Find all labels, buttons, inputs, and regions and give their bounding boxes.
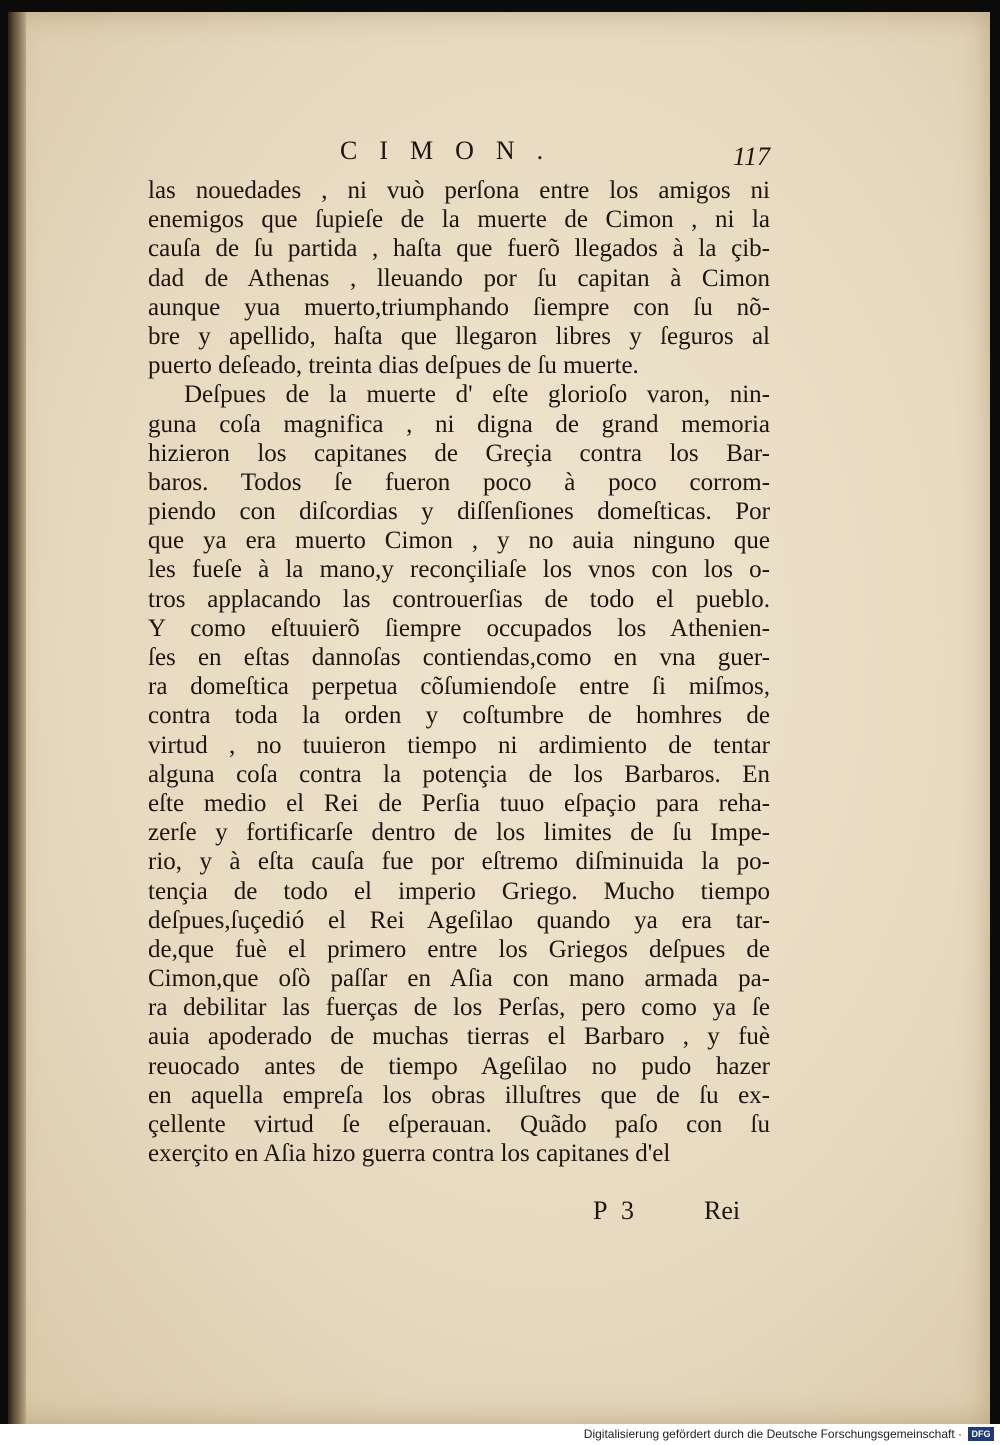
text-line: aunque yua muerto,triumphando ſiempre con ſu nõ- — [148, 293, 770, 321]
text-line: bre y apellido, haſta que llegaron libres y ſeguros al — [148, 322, 770, 350]
text-line: zerſe y fortificarſe dentro de los limites de ſu Impe- — [148, 819, 770, 847]
text-line: Cimon,que oſò paſſar en Aſia con mano armada pa- — [148, 965, 770, 993]
page-number: 117 — [732, 142, 770, 171]
funding-credit: Digitalisierung gefördert durch die Deutsche Forschungsgemeinschaft · — [583, 1427, 962, 1441]
text-line: Y como eſtuuierõ ſiempre occupados los Athenien- — [148, 614, 770, 642]
text-line: tençia de todo el imperio Griego. Mucho tiempo — [148, 877, 770, 905]
text-line: ra debilitar las fuerças de los Perſas, pero como ya ſe — [148, 994, 770, 1022]
page-header — [140, 136, 780, 172]
text-line: hizieron los capitanes de Greçia contra los Bar- — [148, 439, 770, 467]
text-line: enemigos que ſupieſe de la muerte de Cimon , ni la — [148, 206, 770, 234]
text-line: cauſa de ſu partida , haſta que fuerõ llegados à la çib- — [148, 235, 770, 263]
text-line: puerto deſeado, treinta dias deſpues de ſu muerte. — [148, 352, 639, 380]
text-line: virtud , no tuuieron tiempo ni ardimiento de tentar — [148, 731, 770, 759]
digitization-footer — [0, 1424, 1000, 1445]
text-line: dad de Athenas , lleuando por ſu capitan à Cimon — [148, 264, 770, 292]
text-line: las nouedades , ni vuò perſona entre los amigos ni — [148, 177, 770, 204]
text-line: baros. Todos ſe fueron poco à poco corrom- — [148, 468, 770, 496]
text-line: tros applacando las controuerſias de todo el pueblo. — [148, 585, 770, 613]
text-line: Deſpues de la muerte d' eſte glorioſo varon, nin- — [184, 381, 770, 409]
text-line: çellente virtud ſe eſperauan. Quãdo paſo con ſu — [148, 1111, 770, 1138]
text-line: de,que fuè el primero entre los Griegos deſpues de — [148, 935, 770, 963]
running-title: CIMON. — [340, 136, 566, 165]
body-text — [148, 176, 770, 1168]
page-footer-catchline — [148, 1196, 770, 1230]
text-line: en aquella empreſa los obras illuſtres que de ſu ex- — [148, 1081, 770, 1109]
text-line: guna coſa magnifica , ni digna de grand memoria — [148, 410, 770, 438]
text-line: alguna coſa contra la potençia de los Barbaros. En — [148, 760, 770, 788]
text-line: les fueſe à la mano,y reconçiliaſe los vnos con los o- — [148, 556, 770, 584]
text-line: que ya era muerto Cimon , y no auia ninguno que — [148, 527, 770, 555]
text-line: rio, y à eſta cauſa fue por eſtremo diſminuida la po- — [148, 848, 770, 876]
dfg-logo: DFG — [968, 1427, 994, 1441]
page-binding-edge — [8, 12, 26, 1424]
text-line: deſpues,ſuçedió el Rei Ageſilao quando ya era tar- — [148, 906, 770, 934]
text-line: ſes en eſtas dannoſas contiendas,como en vna guer- — [148, 644, 770, 671]
text-line: eſte medio el Rei de Perſia tuuo eſpaçio para reha- — [148, 789, 770, 817]
text-line: exerçito en Aſia hizo guerra contra los capitanes d'el — [148, 1140, 671, 1168]
text-line: piendo con diſcordias y diſſenſiones domeſticas. Por — [148, 498, 770, 526]
text-line: ra domeſtica perpetua cõſumiendoſe entre ſi miſmos, — [148, 673, 770, 701]
catchword: Rei — [704, 1196, 741, 1225]
text-line: auia apoderado de muchas tierras el Barbaro , y fuè — [148, 1023, 770, 1051]
text-line: contra toda la orden y coſtumbre de homhres de — [148, 702, 770, 730]
text-line: reuocado antes de tiempo Ageſilao no pudo hazer — [148, 1052, 770, 1080]
signature-mark: P 3 — [593, 1196, 638, 1225]
